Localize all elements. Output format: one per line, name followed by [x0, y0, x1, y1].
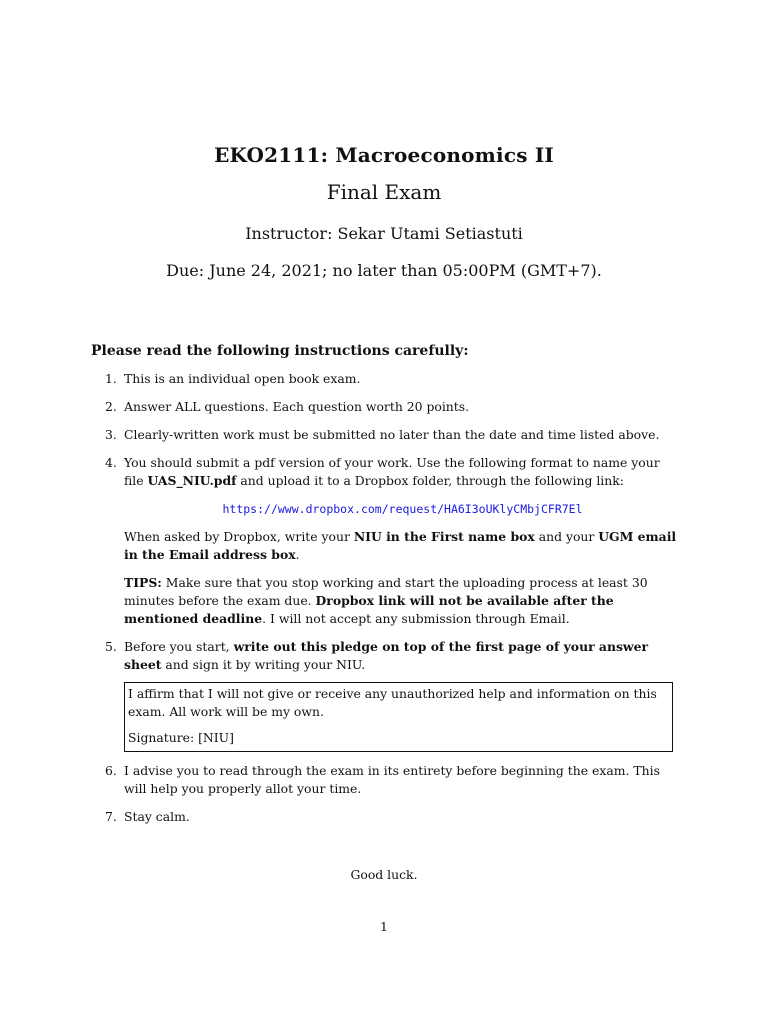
instruction-item-3 — [91, 426, 681, 444]
item-number: 1. — [105, 371, 117, 386]
course-title: EKO2111: Macroeconomics II — [214, 143, 554, 167]
pledge-statement: I affirm that I will not give or receive any unauthorized help and information on this exam. All work will be my own. — [128, 686, 657, 719]
bold-span: NIU in the First name box — [353, 529, 535, 544]
instruction-item-2 — [91, 398, 681, 416]
instruction-item-7 — [91, 808, 681, 826]
item-text: Stay calm. — [124, 809, 190, 824]
item-number: 4. — [105, 455, 117, 470]
filename-format: UAS_NIU.pdf — [147, 473, 237, 488]
instructions-list — [91, 370, 681, 836]
text-span: . — [295, 547, 300, 562]
bold-span: UGM email in the Email address box — [124, 529, 677, 562]
submission-format-text — [124, 454, 681, 490]
bold-span: Dropbox link will not be available after the mentioned deadline — [124, 593, 614, 626]
text-span: You should submit a pdf version of your work. Use the following format to name your file — [124, 455, 660, 488]
tips-label: TIPS: — [124, 575, 162, 590]
exam-subtitle: Final Exam — [326, 180, 442, 204]
dropbox-link[interactable]: https://www.dropbox.com/request/HA6I3oUKlyCMbjCFR7El — [222, 502, 583, 516]
instructor-line: Instructor: Sekar Utami Setiastuti — [245, 224, 523, 243]
pledge-signature: Signature: [NIU] — [128, 730, 234, 745]
text-span: . I will not accept any submission through Email. — [262, 611, 570, 626]
tips-text — [124, 574, 681, 628]
page-number: 1 — [380, 919, 388, 934]
text-span: Make sure that you stop working and start the uploading process at least 30 minutes before the exam due. — [124, 575, 648, 608]
text-span: and upload it to a Dropbox folder, through the following link: — [236, 473, 624, 488]
instruction-item-5 — [91, 638, 681, 752]
bold-span: write out this pledge on top of the first page of your answer sheet — [124, 639, 649, 672]
due-date-line: Due: June 24, 2021; no later than 05:00PM (GMT+7). — [166, 261, 602, 280]
item-text: I advise you to read through the exam in its entirety before beginning the exam. This will help you properly allot your time. — [124, 763, 660, 796]
item-number: 7. — [105, 809, 117, 824]
text-span: When asked by Dropbox, write your — [124, 529, 354, 544]
item-text: This is an individual open book exam. — [124, 371, 361, 386]
text-span: and your — [534, 529, 599, 544]
text-span: Before you start, — [124, 639, 234, 654]
item-number: 2. — [105, 399, 117, 414]
closing-text: Good luck. — [350, 867, 418, 882]
instruction-item-6 — [91, 762, 681, 798]
instruction-item-1 — [91, 370, 681, 388]
item-text: Answer ALL questions. Each question worth 20 points. — [124, 399, 470, 414]
instructions-heading: Please read the following instructions carefully: — [91, 343, 469, 359]
item-number: 3. — [105, 427, 117, 442]
text-span: and sign it by writing your NIU. — [161, 657, 366, 672]
item-number: 6. — [105, 763, 117, 778]
pledge-box — [124, 682, 673, 752]
dropbox-fields-text — [124, 528, 681, 564]
pledge-instruction-text — [124, 638, 681, 674]
item-number: 5. — [105, 639, 117, 654]
item-text: Clearly-written work must be submitted no later than the date and time listed above. — [124, 427, 660, 442]
instruction-item-4 — [91, 454, 681, 628]
